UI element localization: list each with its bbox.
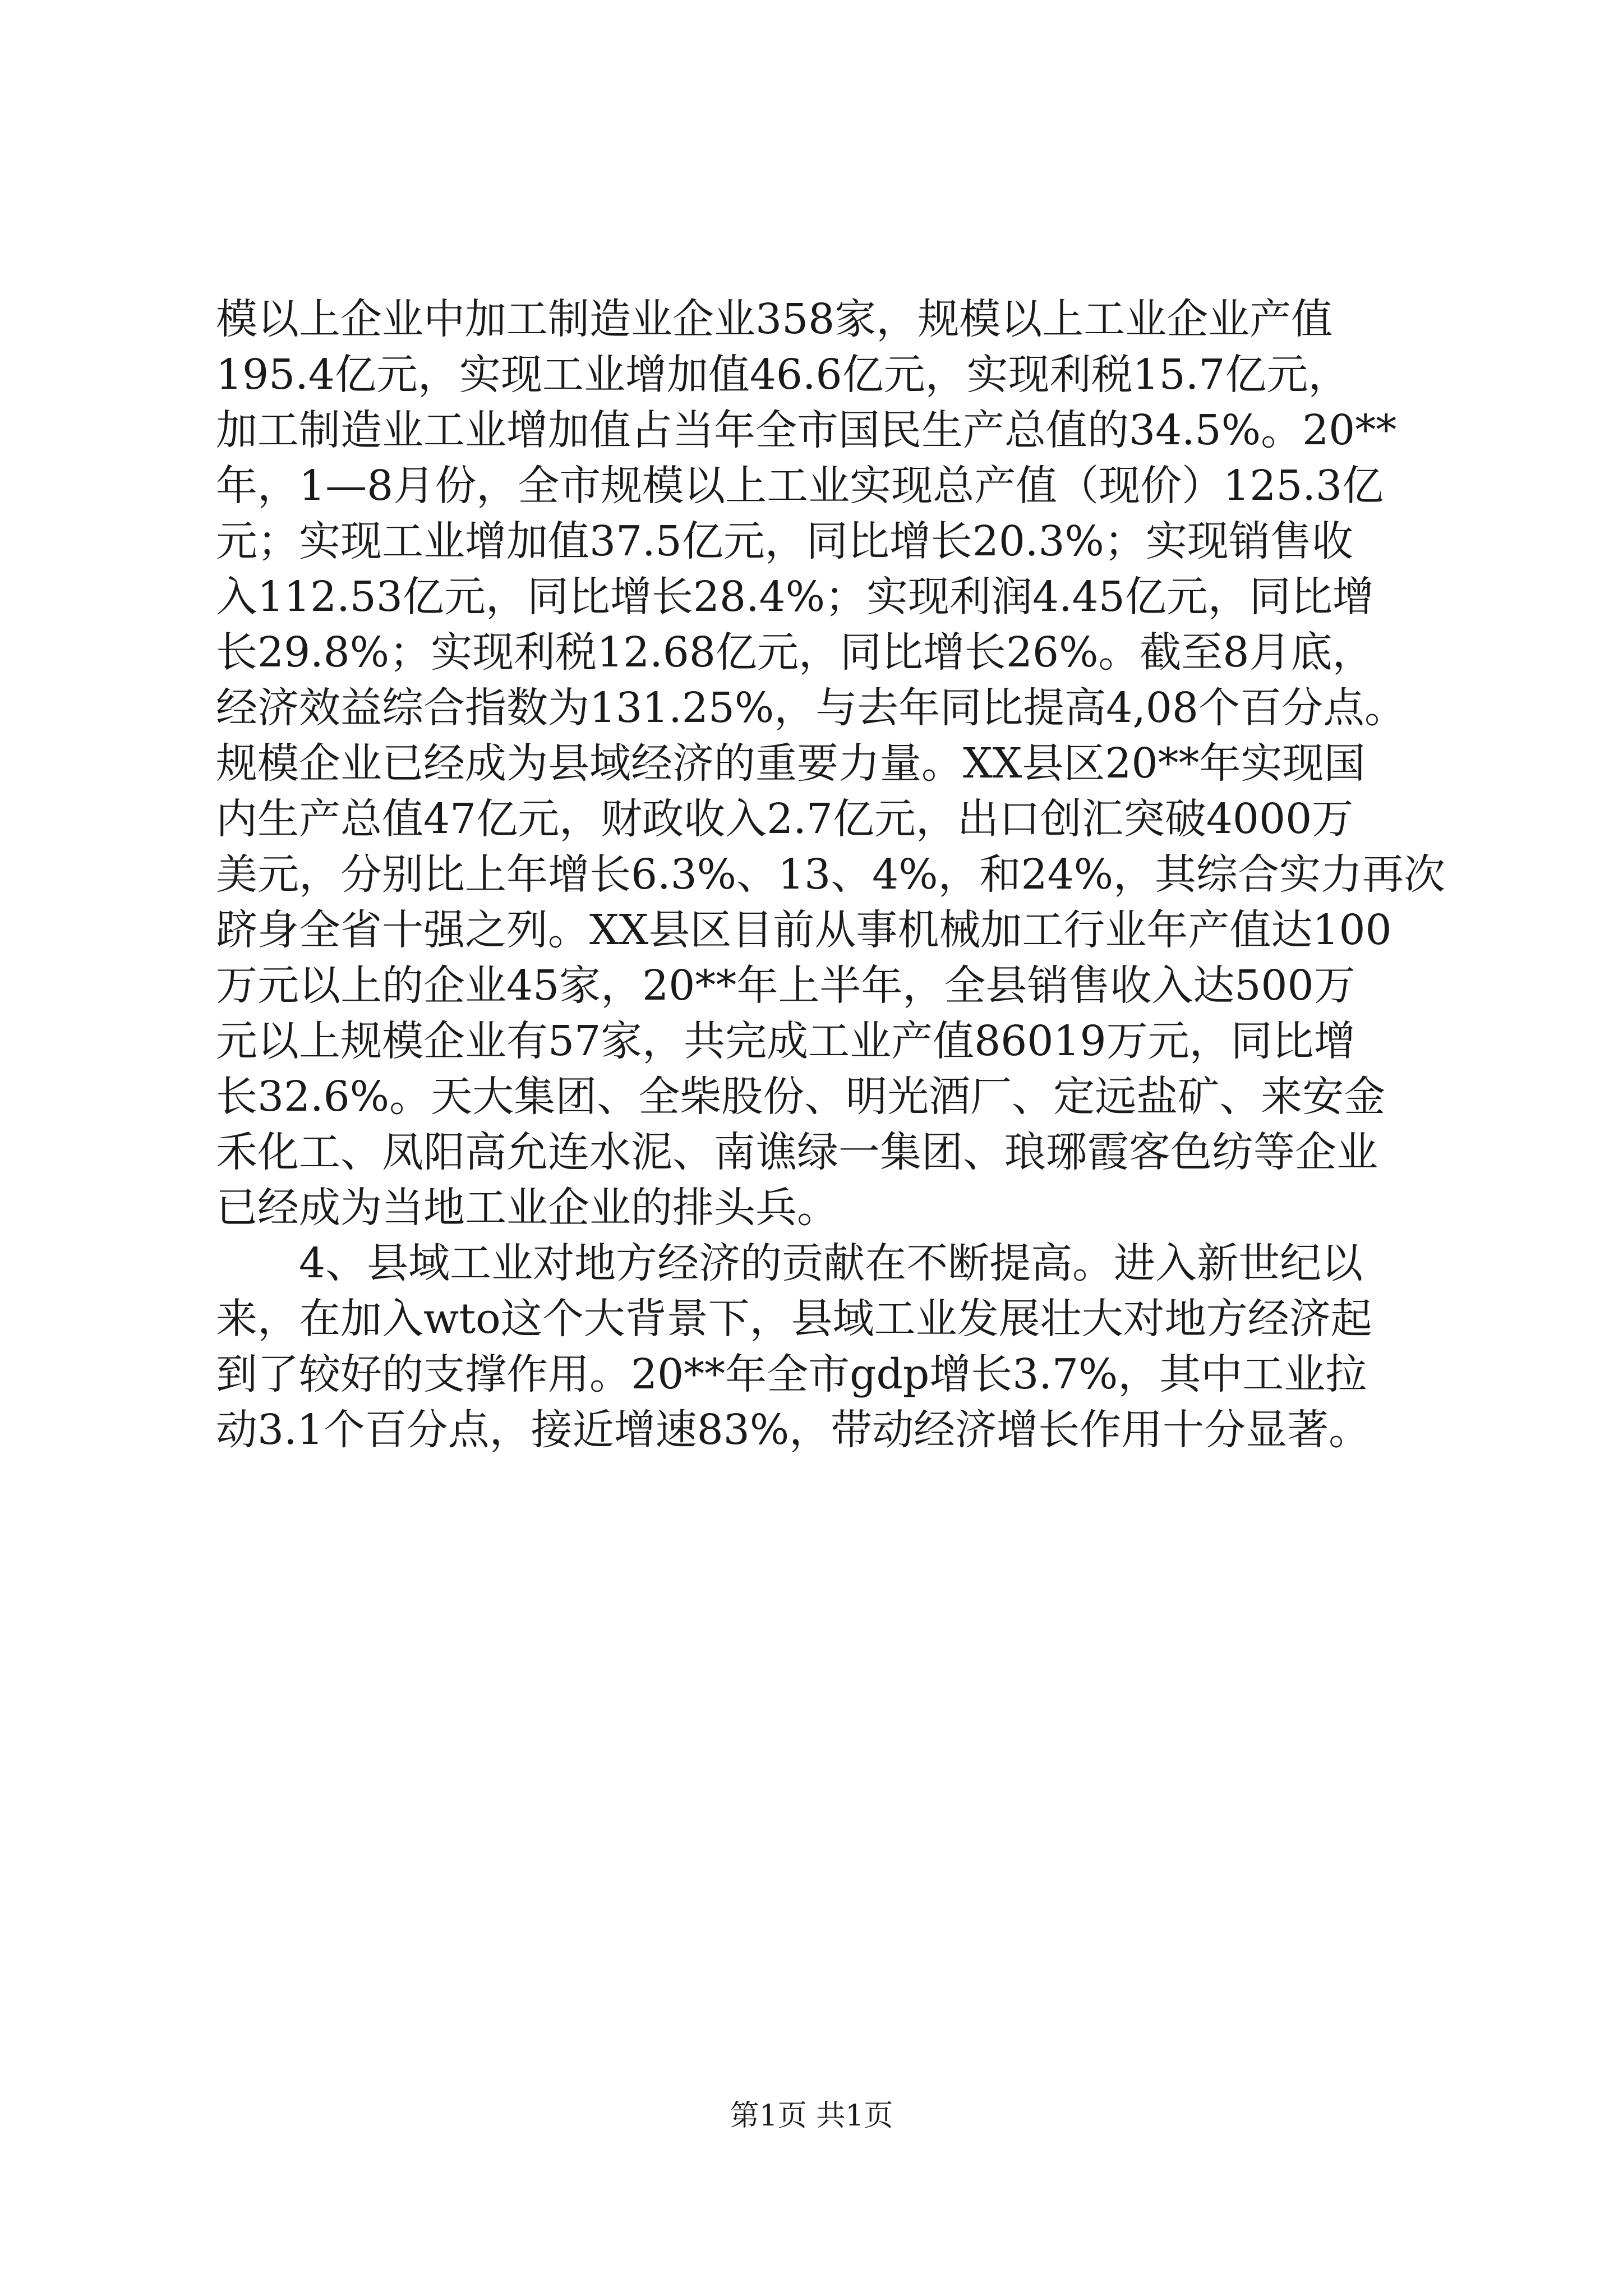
text-line: 入112.53亿元，同比增长28.4%；实现利润4.45亿元，同比增 xyxy=(216,573,1374,621)
text-line: 内生产总值47亿元，财政收入2.7亿元，出口创汇突破4000万 xyxy=(216,795,1354,843)
text-line: 模以上企业中加工制造业企业358家，规模以上工业企业产值 xyxy=(216,295,1333,343)
text-line: 元以上规模企业有57家，共完成工业产值86019万元，同比增 xyxy=(216,1017,1355,1065)
text-line: 长29.8%；实现利税12.68亿元，同比增长26%。截至8月底， xyxy=(216,628,1374,677)
text-line: 规模企业已经成为县域经济的重要力量。XX县区20**年实现国 xyxy=(216,739,1366,788)
paragraph-first-line: 4、县域工业对地方经济的贡献在不断提高。进入新世纪以 xyxy=(299,1239,1363,1287)
text-line: 到了较好的支撑作用。20**年全市gdp增长3.7%，其中工业拉 xyxy=(216,1350,1367,1398)
text-line: 美元，分别比上年增长6.3%、13、4%，和24%，其综合实力再次 xyxy=(216,850,1446,899)
text-line: 长32.6%。天大集团、全柴股份、明光酒厂、定远盐矿、来安金 xyxy=(216,1073,1386,1121)
document-body xyxy=(216,292,1446,1458)
text-line: 195.4亿元，实现工业增加值46.6亿元，实现利税15.7亿元， xyxy=(216,351,1350,399)
text-line: 来，在加入wto这个大背景下，县域工业发展壮大对地方经济起 xyxy=(216,1295,1372,1343)
text-line: 动3.1个百分点，接近增速83%，带动经济增长作用十分显著。 xyxy=(216,1406,1371,1454)
text-line: 经济效益综合指数为131.25%，与去年同比提高4,08个百分点。 xyxy=(216,684,1407,732)
text-line: 已经成为当地工业企业的排头兵。 xyxy=(216,1184,838,1232)
page-number-footer: 第1页 共1页 xyxy=(730,2099,893,2133)
text-line: 元；实现工业增加值37.5亿元，同比增长20.3%；实现销售收 xyxy=(216,517,1353,565)
text-line: 禾化工、凤阳高允连水泥、南谯绿一集团、琅琊霞客色纺等企业 xyxy=(216,1128,1378,1176)
text-line: 年，1—8月份，全市规模以上工业实现总产值（现价）125.3亿 xyxy=(216,462,1384,510)
text-line: 跻身全省十强之列。XX县区目前从事机械加工行业年产值达100 xyxy=(216,906,1392,954)
text-line: 万元以上的企业45家，20**年上半年，全县销售收入达500万 xyxy=(216,961,1355,1010)
text-line: 加工制造业工业增加值占当年全市国民生产总值的34.5%。20** xyxy=(216,406,1397,454)
